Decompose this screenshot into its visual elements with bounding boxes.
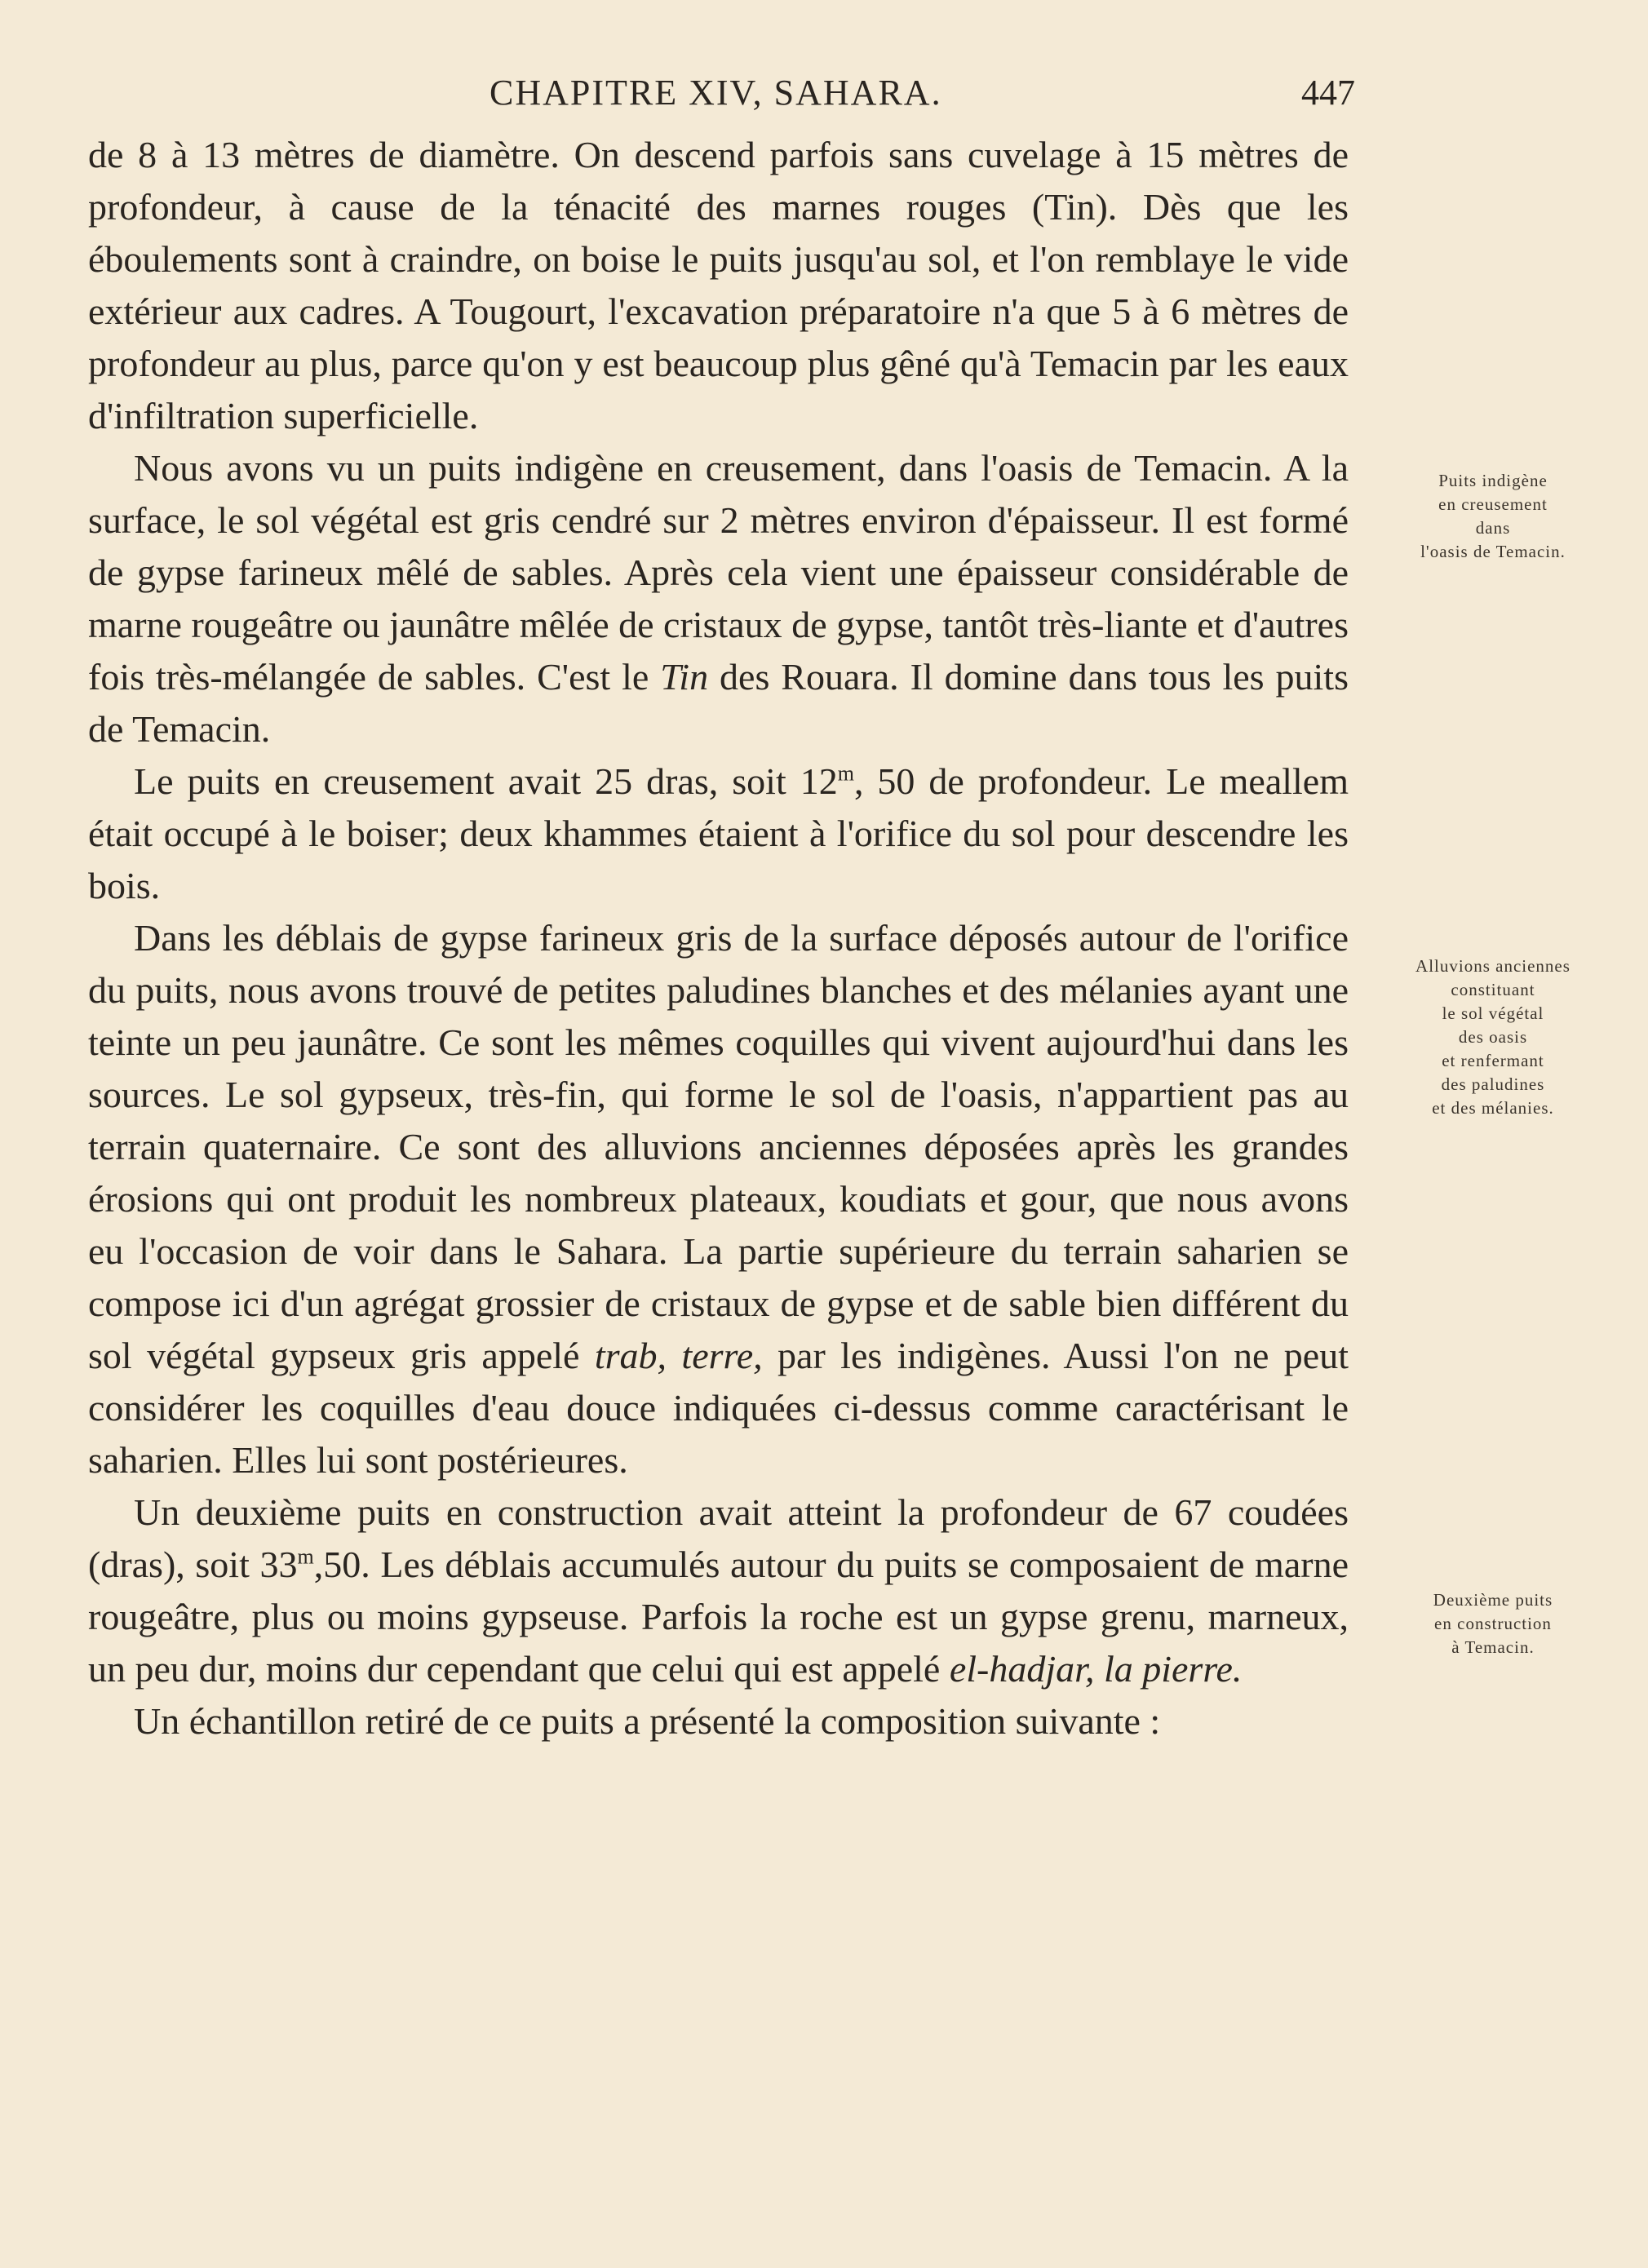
margin-note-puits-indigene	[1379, 469, 1607, 564]
paragraph-6-text: Un échantillon retiré de ce puits a présenté la composition suivante :	[134, 1700, 1161, 1742]
margin-note-line: en construction	[1434, 1614, 1552, 1633]
paragraph-5-text-a: Un deuxième puits en construction avait atteint la profondeur de 67 coudées (dras), soit 33	[88, 1491, 1349, 1585]
paragraph-3-text-b: , 50 de profondeur. Le meallem était occupé à le boiser; deux khammes étaient à l'orifice du sol pour descendre les bois.	[88, 760, 1349, 906]
margin-note-line: le sol végétal	[1442, 1003, 1544, 1023]
margin-note-deuxieme-puits	[1379, 1588, 1607, 1659]
paragraph-5-italic: el-hadjar, la pierre.	[949, 1648, 1243, 1690]
paragraph-3	[88, 755, 1349, 912]
margin-note-line: constituant	[1451, 980, 1535, 999]
margin-note-line: dans	[1475, 518, 1511, 538]
paragraph-6	[88, 1695, 1349, 1748]
margin-note-line: en creusement	[1438, 494, 1548, 514]
paragraph-3-text-a: Le puits en creusement avait 25 dras, soit 12	[134, 760, 838, 802]
margin-note-line: Alluvions anciennes	[1415, 956, 1570, 976]
running-title: CHAPITRE XIV, SAHARA.	[490, 73, 942, 113]
paragraph-4-italic: trab, terre,	[594, 1335, 763, 1376]
paragraph-4-text-b: par les indigènes. Aussi l'on ne peut considérer les coquilles d'eau douce indiquées ci-dessus comme caractérisant le saharien. Elles lui sont postérieures.	[88, 1335, 1349, 1481]
margin-note-line: et des mélanies.	[1432, 1098, 1554, 1118]
paragraph-5-text-b: ,50. Les déblais accumulés autour du puits se composaient de marne rougeâtre, plus ou moins gypseuse. Parfois la roche est un gypse grenu, marneux, un peu dur, moins dur cependant que celui qui est appelé	[88, 1544, 1349, 1690]
page-number: 447	[1301, 73, 1355, 113]
margin-note-line: Puits indigène	[1438, 471, 1548, 490]
paragraph-2-text-b: des Rouara. Il domine dans tous les puits de Temacin.	[88, 656, 1349, 750]
paragraph-1	[88, 129, 1349, 442]
paragraph-2-italic: Tin	[660, 656, 709, 698]
margin-note-line: Deuxième puits	[1433, 1590, 1553, 1610]
margin-note-line: des paludines	[1441, 1074, 1545, 1094]
margin-note-line: à Temacin.	[1451, 1637, 1535, 1657]
paragraph-5	[88, 1486, 1349, 1695]
paragraph-3-superscript: m	[837, 761, 854, 786]
page-header	[0, 72, 1648, 121]
margin-note-line: l'oasis de Temacin.	[1420, 542, 1566, 561]
body-text	[88, 129, 1349, 1748]
margin-note-alluvions	[1379, 955, 1607, 1120]
margin-note-line: et renfermant	[1442, 1051, 1544, 1070]
margin-note-line: des oasis	[1458, 1027, 1528, 1047]
paragraph-1-text: de 8 à 13 mètres de diamètre. On descend parfois sans cuvelage à 15 mètres de profondeur, à cause de la ténacité des marnes rouges (Tin). Dès que les éboulements sont à craindre, on boise le puits jusqu'au sol, et l'on remblaye le vide extérieur aux cadres. A Tougourt, l'excavation préparatoire n'a que 5 à 6 mètres de profondeur au plus, parce qu'on y est beaucoup plus gêné qu'à Temacin par les eaux d'infiltration superficielle.	[88, 134, 1349, 436]
paragraph-4-text-a: Dans les déblais de gypse farineux gris de la surface déposés autour de l'orifice du puits, nous avons trouvé de petites paludines blanches et des mélanies ayant une teinte un peu jaunâtre. Ce sont les mêmes coquilles qui vivent aujourd'hui dans les sources. Le sol gypseux, très-fin, qui forme le sol de l'oasis, n'appartient pas au terrain quaternaire. Ce sont des alluvions anciennes déposées après les grandes érosions qui ont produit les nombreux plateaux, koudiats et gour, que nous avons eu l'occasion de voir dans le Sahara. La partie supérieure du terrain saharien se compose ici d'un agrégat grossier de cristaux de gypse et de sable bien différent du sol végétal gypseux gris appelé	[88, 917, 1349, 1376]
paragraph-5-superscript: m	[297, 1544, 314, 1569]
paragraph-2-text-a: Nous avons vu un puits indigène en creusement, dans l'oasis de Temacin. A la surface, le sol végétal est gris cendré sur 2 mètres environ d'épaisseur. Il est formé de gypse farineux mêlé de sables. Après cela vient une épaisseur considérable de marne rougeâtre ou jaunâtre mêlée de cristaux de gypse, tantôt très-liante et d'autres fois très-mélangée de sables. C'est le	[88, 447, 1349, 698]
paragraph-4	[88, 912, 1349, 1486]
paragraph-2	[88, 442, 1349, 755]
